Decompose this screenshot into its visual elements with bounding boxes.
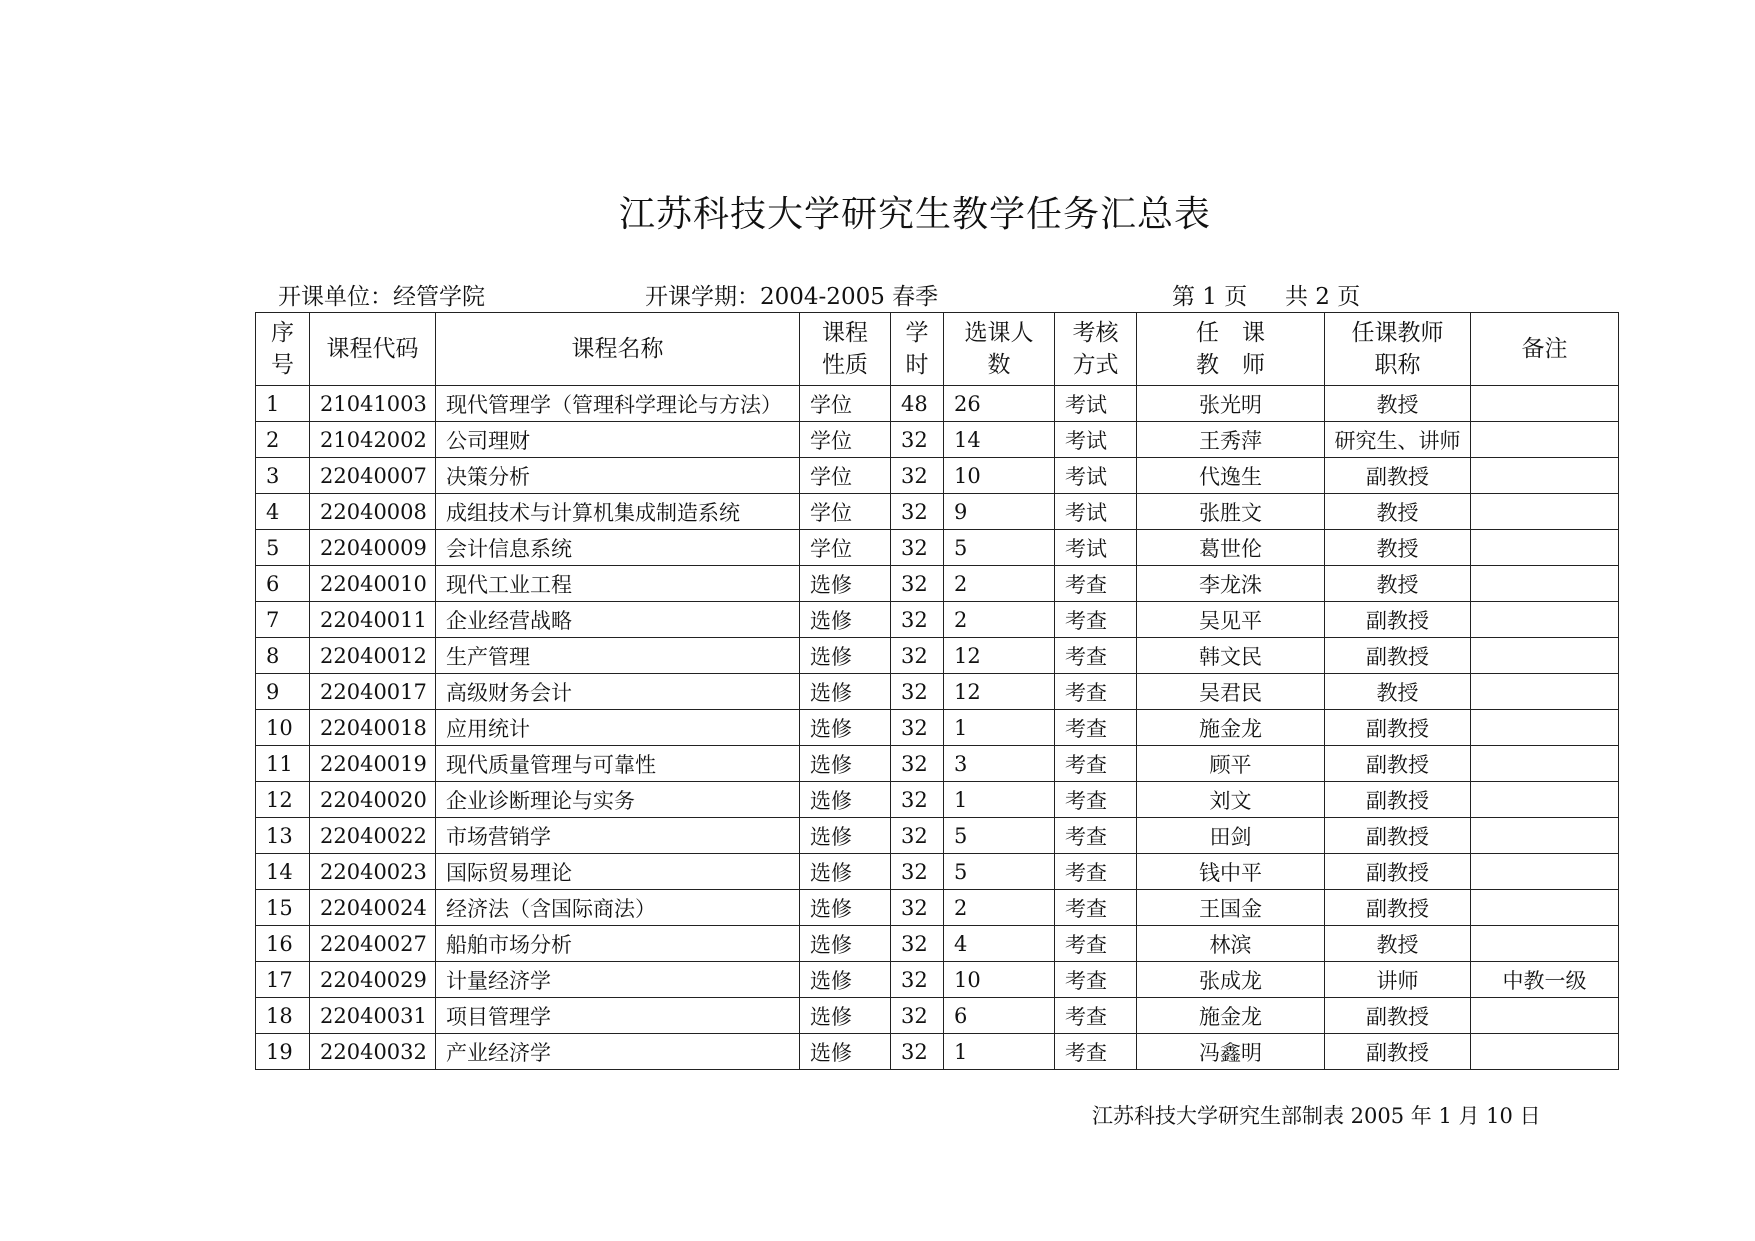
cell-seq: 8 xyxy=(256,638,310,674)
cell-enrollment: 6 xyxy=(944,998,1055,1034)
cell-teacher-rank: 教授 xyxy=(1325,386,1471,422)
cell-course-type: 选修 xyxy=(800,674,891,710)
cell-seq: 14 xyxy=(256,854,310,890)
cell-course-code: 22040009 xyxy=(310,530,436,566)
cell-course-code: 22040031 xyxy=(310,998,436,1034)
cell-seq: 2 xyxy=(256,422,310,458)
page-total: 共 2 页 xyxy=(1285,284,1361,310)
course-unit: 开课单位：经管学院 xyxy=(278,284,485,310)
cell-seq: 16 xyxy=(256,926,310,962)
cell-course-type: 选修 xyxy=(800,890,891,926)
cell-exam-method: 考试 xyxy=(1055,386,1137,422)
table-row xyxy=(256,998,1619,1034)
cell-course-type: 选修 xyxy=(800,638,891,674)
cell-course-code: 22040007 xyxy=(310,458,436,494)
cell-teacher: 施金龙 xyxy=(1137,710,1325,746)
table-row xyxy=(256,926,1619,962)
cell-course-type: 学位 xyxy=(800,386,891,422)
cell-enrollment: 2 xyxy=(944,890,1055,926)
table-row xyxy=(256,422,1619,458)
cell-seq: 18 xyxy=(256,998,310,1034)
cell-note xyxy=(1471,926,1619,962)
cell-exam-method: 考查 xyxy=(1055,566,1137,602)
cell-hours: 32 xyxy=(891,494,944,530)
table-row xyxy=(256,1034,1619,1070)
document-title: 江苏科技大学研究生教学任务汇总表 xyxy=(618,194,1211,235)
cell-seq: 19 xyxy=(256,1034,310,1070)
cell-hours: 32 xyxy=(891,746,944,782)
cell-seq: 4 xyxy=(256,494,310,530)
cell-course-code: 22040032 xyxy=(310,1034,436,1070)
cell-exam-method: 考查 xyxy=(1055,602,1137,638)
cell-note xyxy=(1471,818,1619,854)
cell-note xyxy=(1471,890,1619,926)
cell-course-code: 22040019 xyxy=(310,746,436,782)
cell-teacher-rank: 副教授 xyxy=(1325,890,1471,926)
cell-course-type: 选修 xyxy=(800,602,891,638)
cell-hours: 32 xyxy=(891,710,944,746)
cell-exam-method: 考查 xyxy=(1055,818,1137,854)
cell-teacher: 代逸生 xyxy=(1137,458,1325,494)
cell-seq: 13 xyxy=(256,818,310,854)
cell-teacher-rank: 副教授 xyxy=(1325,602,1471,638)
cell-course-code: 22040024 xyxy=(310,890,436,926)
cell-note xyxy=(1471,998,1619,1034)
table-row xyxy=(256,890,1619,926)
cell-course-code: 22040012 xyxy=(310,638,436,674)
cell-course-code: 22040020 xyxy=(310,782,436,818)
cell-seq: 12 xyxy=(256,782,310,818)
cell-hours: 32 xyxy=(891,782,944,818)
cell-course-name: 成组技术与计算机集成制造系统 xyxy=(436,494,800,530)
cell-enrollment: 1 xyxy=(944,782,1055,818)
cell-enrollment: 12 xyxy=(944,674,1055,710)
cell-course-type: 选修 xyxy=(800,854,891,890)
cell-teacher-rank: 副教授 xyxy=(1325,818,1471,854)
cell-teacher-rank: 教授 xyxy=(1325,494,1471,530)
cell-course-name: 现代管理学（管理科学理论与方法） xyxy=(436,386,800,422)
header-course-code: 课程代码 xyxy=(310,313,436,386)
cell-course-name: 现代质量管理与可靠性 xyxy=(436,746,800,782)
cell-teacher: 田剑 xyxy=(1137,818,1325,854)
cell-hours: 32 xyxy=(891,602,944,638)
cell-teacher: 韩文民 xyxy=(1137,638,1325,674)
cell-enrollment: 1 xyxy=(944,710,1055,746)
cell-hours: 32 xyxy=(891,962,944,998)
cell-exam-method: 考试 xyxy=(1055,458,1137,494)
cell-note xyxy=(1471,566,1619,602)
cell-enrollment: 2 xyxy=(944,602,1055,638)
cell-course-code: 22040008 xyxy=(310,494,436,530)
cell-seq: 1 xyxy=(256,386,310,422)
cell-note: 中教一级 xyxy=(1471,962,1619,998)
cell-teacher-rank: 研究生、讲师 xyxy=(1325,422,1471,458)
cell-course-name: 企业经营战略 xyxy=(436,602,800,638)
header-teacher-rank: 任课教师 职称 xyxy=(1325,313,1471,386)
cell-teacher-rank: 讲师 xyxy=(1325,962,1471,998)
cell-hours: 32 xyxy=(891,854,944,890)
cell-teacher: 王国金 xyxy=(1137,890,1325,926)
cell-course-name: 应用统计 xyxy=(436,710,800,746)
semester: 开课学期：2004-2005 春季 xyxy=(645,284,939,310)
cell-note xyxy=(1471,638,1619,674)
cell-course-type: 选修 xyxy=(800,746,891,782)
table-row xyxy=(256,710,1619,746)
table-row xyxy=(256,530,1619,566)
cell-seq: 5 xyxy=(256,530,310,566)
cell-teacher: 施金龙 xyxy=(1137,998,1325,1034)
table-header-row xyxy=(256,313,1619,386)
cell-teacher: 刘文 xyxy=(1137,782,1325,818)
cell-course-type: 学位 xyxy=(800,530,891,566)
cell-enrollment: 3 xyxy=(944,746,1055,782)
table-row xyxy=(256,674,1619,710)
cell-hours: 32 xyxy=(891,566,944,602)
cell-seq: 9 xyxy=(256,674,310,710)
cell-note xyxy=(1471,530,1619,566)
cell-course-name: 产业经济学 xyxy=(436,1034,800,1070)
cell-enrollment: 12 xyxy=(944,638,1055,674)
cell-hours: 32 xyxy=(891,818,944,854)
cell-note xyxy=(1471,746,1619,782)
cell-note xyxy=(1471,674,1619,710)
cell-seq: 10 xyxy=(256,710,310,746)
page-number: 第 1 页 xyxy=(1172,284,1248,310)
cell-hours: 32 xyxy=(891,422,944,458)
cell-seq: 15 xyxy=(256,890,310,926)
cell-teacher: 林滨 xyxy=(1137,926,1325,962)
cell-course-type: 选修 xyxy=(800,818,891,854)
table-row xyxy=(256,386,1619,422)
cell-course-name: 市场营销学 xyxy=(436,818,800,854)
cell-note xyxy=(1471,1034,1619,1070)
cell-seq: 7 xyxy=(256,602,310,638)
cell-seq: 3 xyxy=(256,458,310,494)
cell-course-name: 会计信息系统 xyxy=(436,530,800,566)
cell-enrollment: 9 xyxy=(944,494,1055,530)
cell-teacher-rank: 副教授 xyxy=(1325,710,1471,746)
cell-enrollment: 4 xyxy=(944,926,1055,962)
cell-teacher: 钱中平 xyxy=(1137,854,1325,890)
cell-enrollment: 5 xyxy=(944,818,1055,854)
cell-course-code: 22040023 xyxy=(310,854,436,890)
cell-enrollment: 10 xyxy=(944,962,1055,998)
cell-course-code: 22040022 xyxy=(310,818,436,854)
cell-note xyxy=(1471,386,1619,422)
cell-hours: 32 xyxy=(891,458,944,494)
cell-teacher-rank: 副教授 xyxy=(1325,1034,1471,1070)
header-teacher: 任 课 教 师 xyxy=(1137,313,1325,386)
cell-exam-method: 考查 xyxy=(1055,890,1137,926)
table-row xyxy=(256,818,1619,854)
cell-hours: 32 xyxy=(891,638,944,674)
cell-teacher-rank: 副教授 xyxy=(1325,638,1471,674)
table-body xyxy=(256,386,1619,1070)
cell-teacher: 冯鑫明 xyxy=(1137,1034,1325,1070)
cell-enrollment: 26 xyxy=(944,386,1055,422)
cell-course-name: 船舶市场分析 xyxy=(436,926,800,962)
cell-course-type: 选修 xyxy=(800,1034,891,1070)
cell-course-type: 学位 xyxy=(800,458,891,494)
cell-teacher: 顾平 xyxy=(1137,746,1325,782)
cell-course-type: 学位 xyxy=(800,422,891,458)
table-row xyxy=(256,566,1619,602)
header-exam-method: 考核 方式 xyxy=(1055,313,1137,386)
cell-course-name: 生产管理 xyxy=(436,638,800,674)
table-row xyxy=(256,458,1619,494)
cell-course-type: 选修 xyxy=(800,710,891,746)
cell-course-name: 现代工业工程 xyxy=(436,566,800,602)
cell-enrollment: 10 xyxy=(944,458,1055,494)
table-row xyxy=(256,602,1619,638)
cell-course-name: 国际贸易理论 xyxy=(436,854,800,890)
cell-seq: 17 xyxy=(256,962,310,998)
cell-teacher: 葛世伦 xyxy=(1137,530,1325,566)
cell-course-code: 22040018 xyxy=(310,710,436,746)
cell-teacher-rank: 教授 xyxy=(1325,566,1471,602)
header-hours: 学 时 xyxy=(891,313,944,386)
cell-enrollment: 14 xyxy=(944,422,1055,458)
cell-hours: 48 xyxy=(891,386,944,422)
header-note: 备注 xyxy=(1471,313,1619,386)
footer-note: 江苏科技大学研究生部制表 2005 年 1 月 10 日 xyxy=(1092,1104,1541,1128)
cell-seq: 11 xyxy=(256,746,310,782)
cell-hours: 32 xyxy=(891,1034,944,1070)
cell-note xyxy=(1471,458,1619,494)
cell-teacher-rank: 教授 xyxy=(1325,674,1471,710)
cell-course-type: 选修 xyxy=(800,926,891,962)
cell-teacher-rank: 教授 xyxy=(1325,926,1471,962)
cell-exam-method: 考试 xyxy=(1055,530,1137,566)
cell-teacher: 李龙洙 xyxy=(1137,566,1325,602)
cell-course-type: 选修 xyxy=(800,782,891,818)
cell-seq: 6 xyxy=(256,566,310,602)
cell-hours: 32 xyxy=(891,926,944,962)
cell-exam-method: 考查 xyxy=(1055,962,1137,998)
cell-course-name: 决策分析 xyxy=(436,458,800,494)
cell-hours: 32 xyxy=(891,530,944,566)
cell-note xyxy=(1471,602,1619,638)
cell-course-type: 选修 xyxy=(800,566,891,602)
table-row xyxy=(256,962,1619,998)
cell-teacher: 吴见平 xyxy=(1137,602,1325,638)
cell-exam-method: 考查 xyxy=(1055,782,1137,818)
cell-course-code: 21041003 xyxy=(310,386,436,422)
cell-teacher: 吴君民 xyxy=(1137,674,1325,710)
cell-teacher-rank: 教授 xyxy=(1325,530,1471,566)
cell-exam-method: 考查 xyxy=(1055,638,1137,674)
cell-course-name: 公司理财 xyxy=(436,422,800,458)
cell-note xyxy=(1471,422,1619,458)
cell-teacher: 张胜文 xyxy=(1137,494,1325,530)
cell-course-name: 经济法（含国际商法） xyxy=(436,890,800,926)
cell-course-code: 22040010 xyxy=(310,566,436,602)
cell-note xyxy=(1471,854,1619,890)
cell-course-name: 企业诊断理论与实务 xyxy=(436,782,800,818)
cell-teacher-rank: 副教授 xyxy=(1325,998,1471,1034)
cell-note xyxy=(1471,710,1619,746)
cell-hours: 32 xyxy=(891,890,944,926)
cell-course-name: 项目管理学 xyxy=(436,998,800,1034)
header-course-name: 课程名称 xyxy=(436,313,800,386)
cell-exam-method: 考查 xyxy=(1055,1034,1137,1070)
table-row xyxy=(256,746,1619,782)
cell-teacher-rank: 副教授 xyxy=(1325,854,1471,890)
cell-enrollment: 5 xyxy=(944,530,1055,566)
cell-note xyxy=(1471,782,1619,818)
cell-enrollment: 5 xyxy=(944,854,1055,890)
cell-hours: 32 xyxy=(891,998,944,1034)
cell-course-code: 22040029 xyxy=(310,962,436,998)
cell-course-code: 22040017 xyxy=(310,674,436,710)
cell-exam-method: 考查 xyxy=(1055,746,1137,782)
table-row xyxy=(256,494,1619,530)
cell-course-type: 选修 xyxy=(800,998,891,1034)
cell-hours: 32 xyxy=(891,674,944,710)
cell-course-code: 22040011 xyxy=(310,602,436,638)
table-row xyxy=(256,782,1619,818)
cell-exam-method: 考查 xyxy=(1055,674,1137,710)
cell-exam-method: 考试 xyxy=(1055,494,1137,530)
table-row xyxy=(256,854,1619,890)
cell-exam-method: 考试 xyxy=(1055,422,1137,458)
cell-teacher-rank: 副教授 xyxy=(1325,458,1471,494)
header-course-type: 课程 性质 xyxy=(800,313,891,386)
cell-exam-method: 考查 xyxy=(1055,998,1137,1034)
cell-course-code: 21042002 xyxy=(310,422,436,458)
cell-teacher-rank: 副教授 xyxy=(1325,746,1471,782)
cell-teacher: 王秀萍 xyxy=(1137,422,1325,458)
header-seq: 序 号 xyxy=(256,313,310,386)
cell-course-type: 选修 xyxy=(800,962,891,998)
cell-exam-method: 考查 xyxy=(1055,710,1137,746)
cell-enrollment: 1 xyxy=(944,1034,1055,1070)
cell-exam-method: 考查 xyxy=(1055,854,1137,890)
cell-enrollment: 2 xyxy=(944,566,1055,602)
table-row xyxy=(256,638,1619,674)
cell-exam-method: 考查 xyxy=(1055,926,1137,962)
cell-teacher-rank: 副教授 xyxy=(1325,782,1471,818)
cell-course-type: 学位 xyxy=(800,494,891,530)
header-enrollment: 选课人 数 xyxy=(944,313,1055,386)
cell-course-name: 计量经济学 xyxy=(436,962,800,998)
cell-teacher: 张光明 xyxy=(1137,386,1325,422)
cell-note xyxy=(1471,494,1619,530)
cell-teacher: 张成龙 xyxy=(1137,962,1325,998)
cell-course-name: 高级财务会计 xyxy=(436,674,800,710)
cell-course-code: 22040027 xyxy=(310,926,436,962)
teaching-task-table xyxy=(255,312,1619,1070)
